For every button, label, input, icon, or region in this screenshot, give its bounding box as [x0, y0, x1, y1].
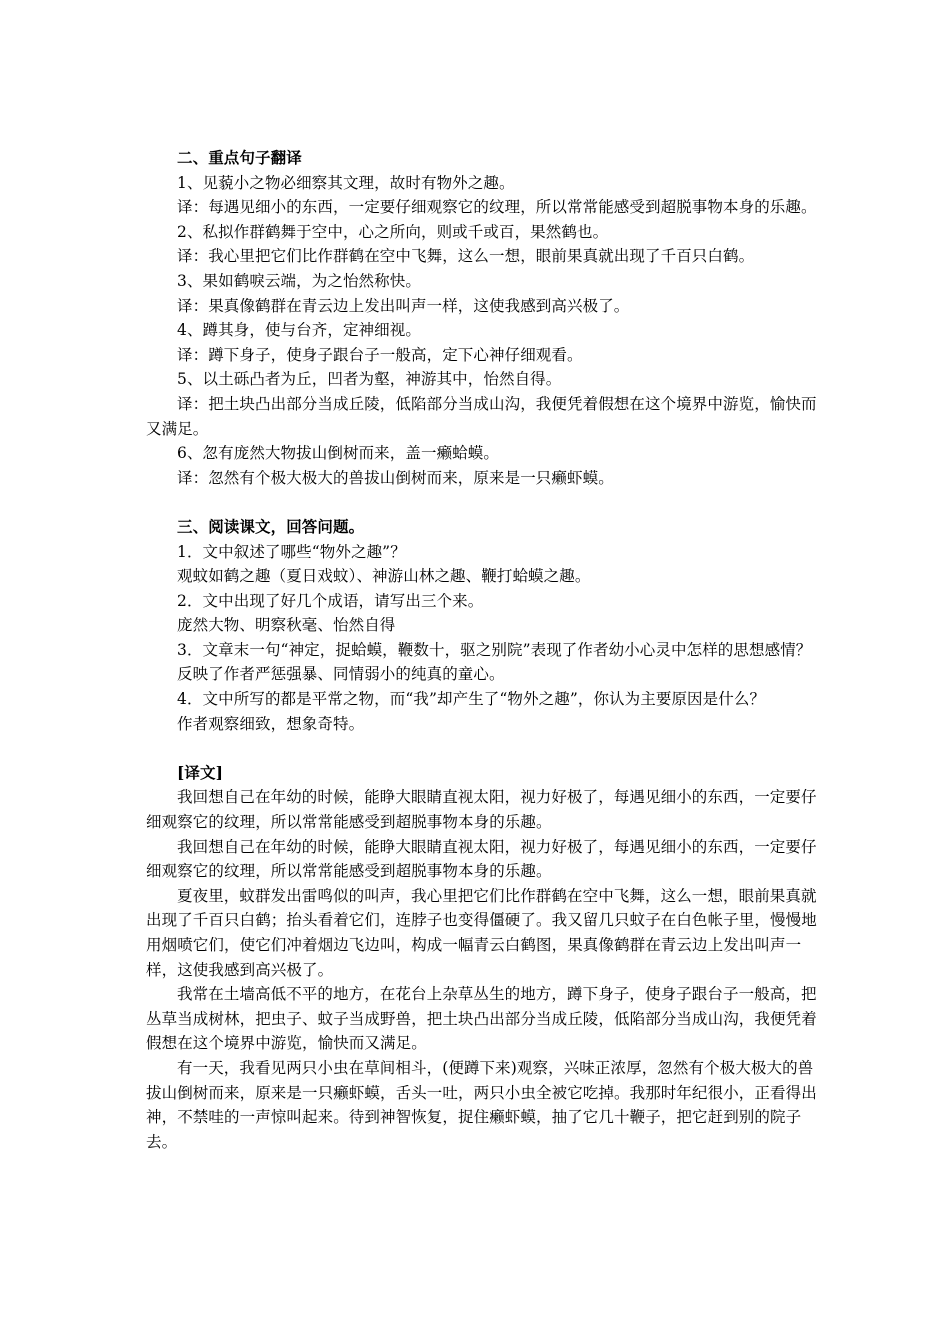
section3-heading: 三、阅读课文，回答问题。	[177, 516, 365, 536]
spacer	[146, 490, 818, 515]
question: 1．文中叙述了哪些“物外之趣”？	[177, 542, 406, 561]
question: 2．文中出现了好几个成语，请写出三个来。	[177, 591, 484, 610]
section2-line: 译：把土块凸出部分当成丘陵，低陷部分当成山沟，我便凭着假想在这个境界中游览，愉快而又满足。	[146, 394, 817, 438]
question: 4．文中所写的都是平常之物，而“我”却产生了“物外之趣”，你认为主要原因是什么？	[177, 690, 766, 709]
section2-line: 6、忽有庞然大物拔山倒树而来，盖一癞蛤蟆。	[177, 444, 499, 463]
answer: 庞然大物、明察秋毫、怡然自得	[177, 616, 396, 635]
translation-heading: [译文]	[177, 762, 224, 782]
section2-line: 3、果如鹤唳云端，为之怡然称快。	[177, 271, 421, 290]
translation-paragraph: 我回想自己在年幼的时候，能睁大眼睛直视太阳，视力好极了，每遇见细小的东西，一定要仔细观察它的纹理，所以常常能感受到超脱事物本身的乐趣。	[146, 788, 817, 832]
translation-paragraph: 有一天，我看见两只小虫在草间相斗，(便蹲下来)观察，兴味正浓厚，忽然有个极大极大的兽拔山倒树而来，原来是一只癞虾蟆，舌头一吐，两只小虫全被它吃掉。我那时年纪很小，正看得出神，不禁哇的一声惊叫起来。待到神智恢复，捉住癞虾蟆，抽了它几十鞭子，把它赶到别的院子去。	[146, 1058, 817, 1151]
translation-paragraph: 夏夜里，蚊群发出雷鸣似的叫声，我心里把它们比作群鹤在空中飞舞，这么一想，眼前果真就出现了千百只白鹤；抬头看着它们，连脖子也变得僵硬了。我又留几只蚊子在白色帐子里，慢慢地用烟喷它们，使它们冲着烟边飞边叫，构成一幅青云白鹤图，果真像鹤群在青云边上发出叫声一样，这使我感到高兴极了。	[146, 886, 817, 979]
section2-line: 4、蹲其身，使与台齐，定神细视。	[177, 321, 421, 340]
section2-line: 译：忽然有个极大极大的兽拔山倒树而来，原来是一只癞虾蟆。	[177, 468, 614, 487]
section2-line: 译：蹲下身子，使身子跟台子一般高，定下心神仔细观看。	[177, 345, 583, 364]
question: 3．文章末一句“神定，捉蛤蟆，鞭数十，驱之别院”表现了作者幼小心灵中怎样的思想感情？	[177, 640, 812, 659]
answer: 作者观察细致，想象奇特。	[177, 714, 365, 733]
section2-line: 1、见藐小之物必细察其文理，故时有物外之趣。	[177, 173, 515, 192]
document-page	[146, 146, 818, 1154]
section2-line: 译：每遇见细小的东西，一定要仔细观察它的纹理，所以常常能感受到超脱事物本身的乐趣。	[177, 198, 817, 217]
section2-line: 2、私拟作群鹤舞于空中，心之所向，则或千或百，果然鹤也。	[177, 222, 609, 241]
section2-line: 译：我心里把它们比作群鹤在空中飞舞，这么一想，眼前果真就出现了千百只白鹤。	[177, 247, 755, 266]
answer: 反映了作者严惩强暴、同情弱小的纯真的童心。	[177, 665, 505, 684]
section2-line: 5、以土砾凸者为丘，凹者为壑，神游其中，怡然自得。	[177, 370, 562, 389]
answer: 观蚊如鹤之趣（夏日戏蚊）、神游山林之趣、鞭打蛤蟆之趣。	[177, 567, 591, 586]
section2-heading: 二、重点句子翻译	[177, 148, 302, 167]
translation-paragraph: 我回想自己在年幼的时候，能睁大眼睛直视太阳，视力好极了，每遇见细小的东西，一定要仔细观察它的纹理，所以常常能感受到超脱事物本身的乐趣。	[146, 837, 817, 881]
section2-line: 译：果真像鹤群在青云边上发出叫声一样，这使我感到高兴极了。	[177, 296, 630, 315]
spacer	[146, 736, 818, 761]
translation-paragraph: 我常在土墙高低不平的地方，在花台上杂草丛生的地方，蹲下身子，使身子跟台子一般高，把丛草当成树林，把虫子、蚊子当成野兽，把土块凸出部分当成丘陵，低陷部分当成山沟，我便凭着假想在这个境界中游览，愉快而又满足。	[146, 985, 817, 1053]
